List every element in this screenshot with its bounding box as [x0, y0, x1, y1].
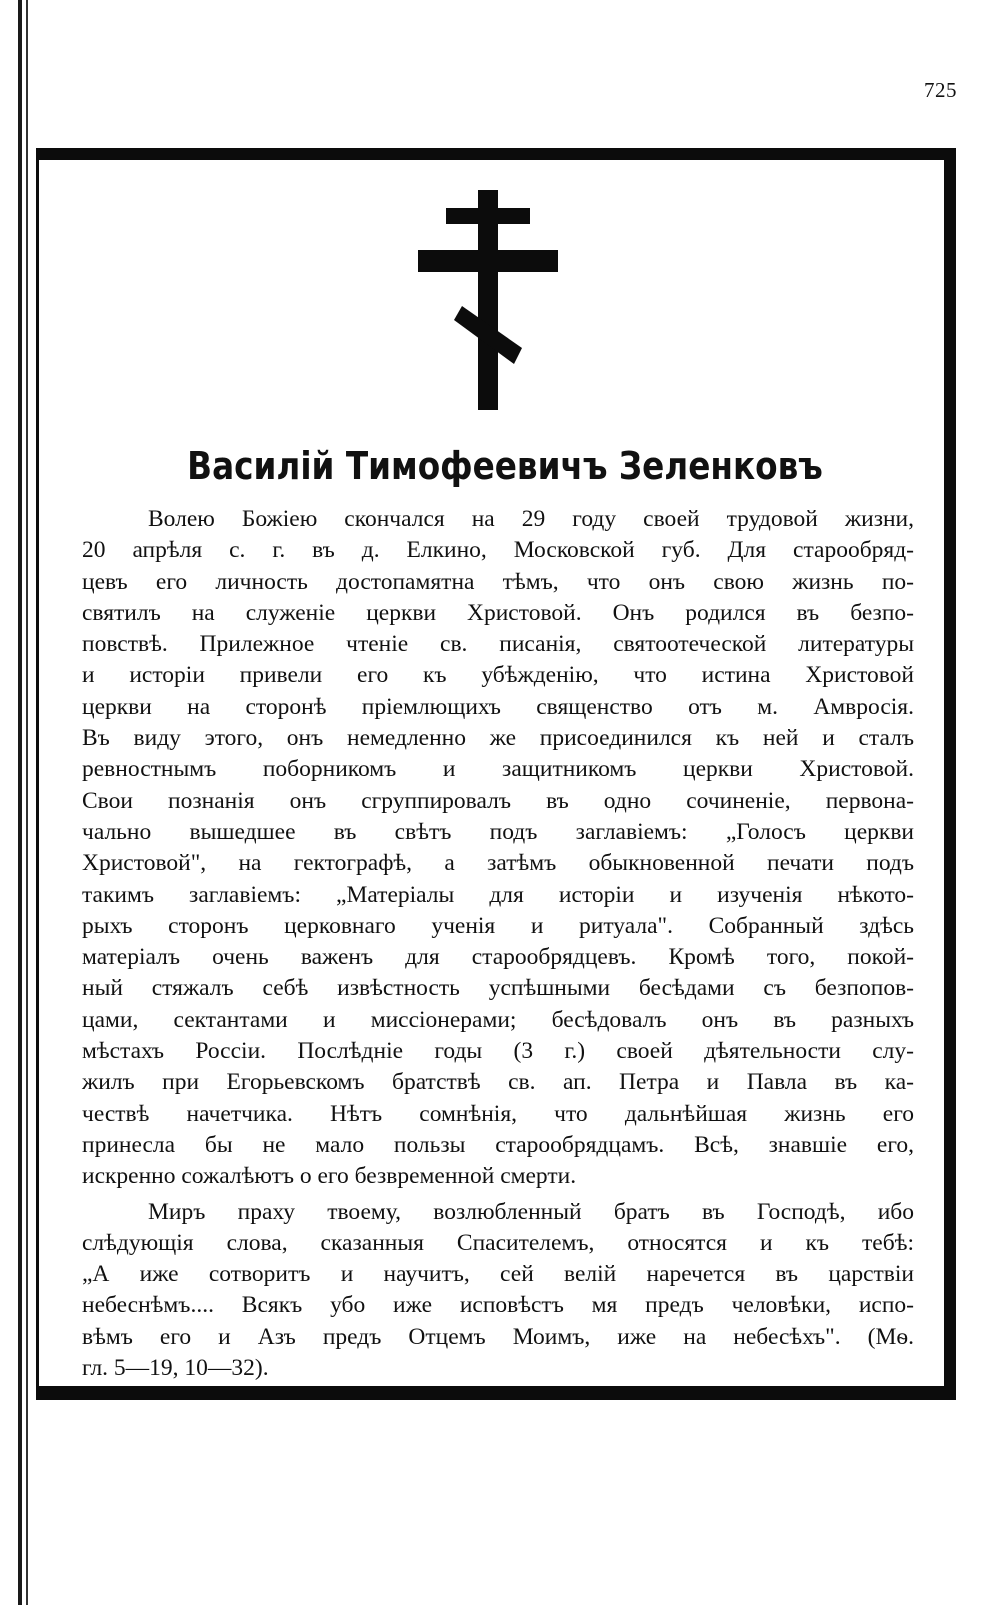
- text-line: церкви на сторонѣ пріемлющихъ священство отъ м. Амвросія.: [82, 693, 914, 720]
- text-line: „А иже сотворитъ и научитъ, сей велій наречется въ царствіи: [82, 1261, 914, 1288]
- text-line: ный стяжалъ себѣ извѣстность успѣшными бесѣдами съ безпопов-: [82, 975, 914, 1002]
- text-line: Миръ праху твоему, возлюбленный братъ въ Господѣ, ибо: [148, 1198, 914, 1225]
- binding-edge-line-inner: [26, 0, 28, 1605]
- text-line: матеріалъ очень важенъ для старообрядцевъ. Кромѣ того, покой-: [82, 944, 914, 971]
- text-line: Свои познанія онъ сгруппировалъ въ одно сочиненіе, первона-: [82, 787, 914, 814]
- text-line: Въ виду этого, онъ немедленно же присоединился къ ней и сталъ: [82, 725, 914, 752]
- text-line: Волею Божіею скончался на 29 году своей трудовой жизни,: [148, 506, 914, 532]
- text-line: принесла бы не мало пользы старообрядцамъ. Всѣ, знавшіе его,: [82, 1131, 914, 1158]
- obituary-body: [82, 504, 914, 1384]
- orthodox-cross-icon: [418, 190, 558, 410]
- page-number: 725: [924, 78, 957, 102]
- text-line: такимъ заглавіемъ: „Матеріалы для исторіи и изученія нѣкото-: [82, 881, 914, 908]
- paragraph-1: [82, 504, 914, 1193]
- deceased-name-title: Василій Тимофеевичъ Зеленковъ: [187, 444, 823, 488]
- text-line: рыхъ сторонъ церковнаго ученія и ритуала". Собранный здѣсь: [82, 912, 914, 939]
- text-line: цевъ его личность достопамятна тѣмъ, что онъ свою жизнь по-: [82, 568, 914, 595]
- text-line: небеснѣмъ.... Всякъ убо иже исповѣстъ мя предъ человѣки, испо-: [82, 1292, 914, 1319]
- text-line: святилъ на служеніе церкви Христовой. Онъ родился въ безпо-: [82, 599, 914, 626]
- text-line: 20 апрѣля с. г. въ д. Елкино, Московской губ. Для старообряд-: [82, 537, 914, 564]
- text-line: цами, сектантами и миссіонерами; бесѣдовалъ онъ въ разныхъ: [82, 1006, 914, 1033]
- paragraph-2: [82, 1197, 914, 1385]
- text-line: жилъ при Егорьевскомъ братствѣ св. ап. Петра и Павла въ ка-: [82, 1069, 914, 1096]
- text-line: искренно сожалѣютъ о его безвременной смерти.: [82, 1163, 577, 1190]
- binding-edge-line: [18, 0, 22, 1605]
- text-line: и исторіи привели его къ убѣжденію, что истина Христовой: [82, 662, 914, 689]
- text-line: ревностнымъ поборникомъ и защитникомъ церкви Христовой.: [82, 756, 914, 783]
- text-line: гл. 5—19, 10—32).: [82, 1355, 269, 1382]
- text-line: чествѣ начетчика. Нѣтъ сомнѣнія, что дальнѣйшая жизнь его: [82, 1100, 914, 1127]
- text-line: чально вышедшее въ свѣтъ подъ заглавіемъ: „Голосъ церкви: [82, 818, 914, 845]
- text-line: вѣмъ его и Азъ предъ Отцемъ Моимъ, иже на небесѣхъ". (Мѳ.: [82, 1323, 914, 1350]
- text-line: мѣстахъ Россіи. Послѣдніе годы (3 г.) своей дѣятельности слу-: [82, 1038, 914, 1065]
- text-line: слѣдующія слова, сказанныя Спасителемъ, относятся и къ тебѣ:: [82, 1229, 914, 1256]
- text-line: повствѣ. Прилежное чтеніе св. писанія, святоотеческой литературы: [82, 631, 914, 658]
- text-line: Христовой", на гектографѣ, а затѣмъ обыкновенной печати подъ: [82, 850, 914, 877]
